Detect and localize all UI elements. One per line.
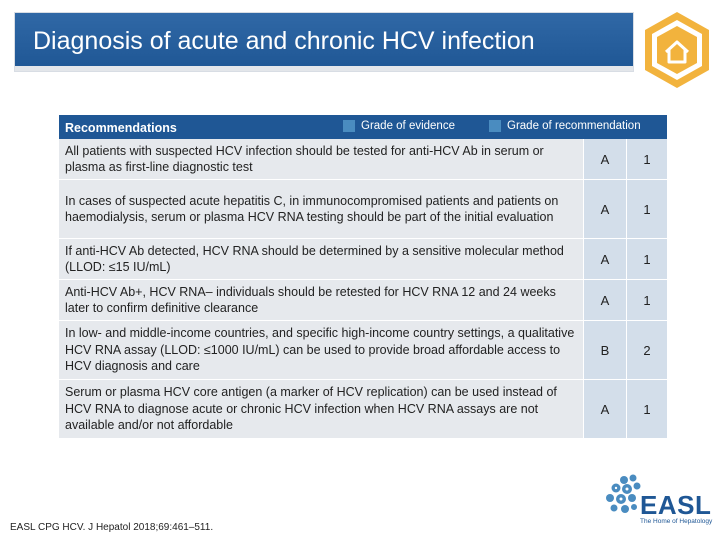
grade-evidence-cell: A [584,239,626,279]
easl-logo-text: EASL [640,490,712,520]
grade-recommendation-cell: 1 [627,380,667,438]
table-row [59,280,667,321]
title-banner-shadow [15,66,633,71]
table-row [59,180,667,239]
grade-recommendation-cell: 1 [627,180,667,238]
recommendation-text: Anti-HCV Ab+, HCV RNA– individuals should be retested for HCV RNA 12 and 24 weeks later to confirm definitive clearance [59,280,583,320]
page-title: Diagnosis of acute and chronic HCV infection [33,27,535,55]
recommendation-text: All patients with suspected HCV infection should be tested for anti-HCV Ab in serum or plasma as first-line diagnostic test [59,139,583,179]
grade-recommendation-cell: 1 [627,280,667,320]
table-row [59,380,667,439]
recommendation-legend-swatch [489,120,501,132]
easl-logo-subtitle: The Home of Hepatology [640,518,713,525]
title-banner [14,12,634,72]
citation: EASL CPG HCV. J Hepatol 2018;69:461–511. [10,522,214,533]
recommendation-text: In cases of suspected acute hepatitis C, in immunocompromised patients and patients on haemodialysis, serum or plasma HCV RNA testing should be part of the initial evaluation [59,180,583,238]
table-row [59,139,667,180]
grade-evidence-cell: A [584,180,626,238]
grade-recommendation-cell: 1 [627,139,667,179]
table-header [59,115,667,139]
grade-recommendation-cell: 1 [627,239,667,279]
table-row [59,239,667,280]
header-recommendations: Recommendations [65,121,177,135]
grade-evidence-cell: B [584,321,626,379]
grade-evidence-cell: A [584,139,626,179]
header-grade-evidence: Grade of evidence [361,120,455,132]
home-icon[interactable] [642,10,712,90]
recommendation-text: In low- and middle-income countries, and specific high-income country settings, a qualitative HCV RNA assay (LLOD: ≤1000 IU/mL) can be used to provide broad affordable access to HCV diagnosis and care [59,321,583,379]
recommendation-text: Serum or plasma HCV core antigen (a marker of HCV replication) can be used instead of HCV RNA to diagnose acute or chronic HCV infection when HCV RNA assays are not available and/or not affordable [59,380,583,438]
grade-evidence-cell: A [584,380,626,438]
grade-evidence-cell: A [584,280,626,320]
table-row [59,321,667,380]
grade-recommendation-cell: 2 [627,321,667,379]
recommendations-table [59,115,667,439]
recommendation-text: If anti-HCV Ab detected, HCV RNA should be determined by a sensitive molecular method (LLOD: ≤15 IU/mL) [59,239,583,279]
header-grade-recommendation: Grade of recommendation [507,120,641,132]
evidence-legend-swatch [343,120,355,132]
